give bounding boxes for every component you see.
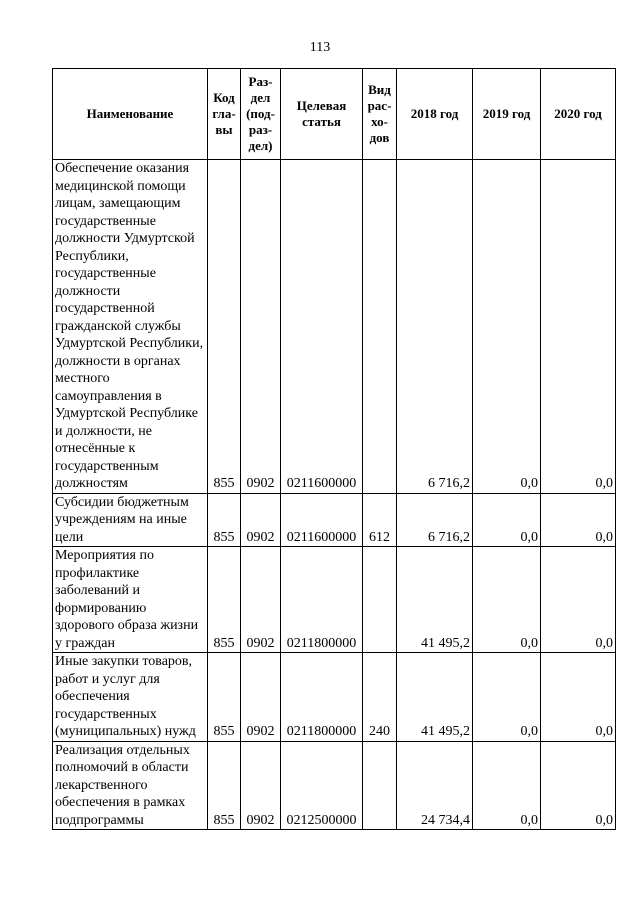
page-number: 113 [309, 40, 331, 55]
row-2020: 0,0 [541, 741, 616, 830]
row-chapter: 855 [208, 160, 241, 494]
row-section: 0902 [241, 493, 281, 547]
header-section: Раз-дел (под-раз-дел) [241, 69, 281, 160]
header-2018: 2018 год [397, 69, 473, 160]
row-target: 0211600000 [281, 493, 363, 547]
table-row [53, 741, 616, 830]
row-2019: 0,0 [473, 653, 541, 742]
header-name: Наименование [53, 69, 208, 160]
table-row [53, 547, 616, 653]
row-2020: 0,0 [541, 493, 616, 547]
row-type [363, 741, 397, 830]
row-2020: 0,0 [541, 547, 616, 653]
row-name: Иные закупки товаров, работ и услуг для обеспечения государственных (муниципальных) нужд [53, 653, 208, 742]
row-target: 0212500000 [281, 741, 363, 830]
row-name: Мероприятия по профилактике заболеваний и формированию здорового образа жизни у граждан [53, 547, 208, 653]
header-target-item: Целевая статья [281, 69, 363, 160]
row-2018: 24 734,4 [397, 741, 473, 830]
row-2018: 41 495,2 [397, 547, 473, 653]
row-2019: 0,0 [473, 547, 541, 653]
row-target: 0211800000 [281, 547, 363, 653]
table-row [53, 493, 616, 547]
row-2019: 0,0 [473, 160, 541, 494]
row-section: 0902 [241, 741, 281, 830]
header-2019: 2019 год [473, 69, 541, 160]
header-2020: 2020 год [541, 69, 616, 160]
table-row [53, 160, 616, 494]
table-row [53, 653, 616, 742]
budget-table [52, 68, 616, 830]
row-2018: 41 495,2 [397, 653, 473, 742]
row-2020: 0,0 [541, 653, 616, 742]
row-2020: 0,0 [541, 160, 616, 494]
row-chapter: 855 [208, 653, 241, 742]
header-expense-type: Вид рас-хо-дов [363, 69, 397, 160]
header-chapter-code: Код гла-вы [208, 69, 241, 160]
row-type: 240 [363, 653, 397, 742]
row-target: 0211600000 [281, 160, 363, 494]
row-type: 612 [363, 493, 397, 547]
row-section: 0902 [241, 547, 281, 653]
row-type [363, 547, 397, 653]
row-chapter: 855 [208, 547, 241, 653]
row-2018: 6 716,2 [397, 493, 473, 547]
row-2018: 6 716,2 [397, 160, 473, 494]
row-2019: 0,0 [473, 493, 541, 547]
row-section: 0902 [241, 653, 281, 742]
row-target: 0211800000 [281, 653, 363, 742]
row-section: 0902 [241, 160, 281, 494]
row-chapter: 855 [208, 493, 241, 547]
row-name: Обеспечение оказания медицинской помощи лицам, замещающим государственные должности Удмуртской Республики, государственные должности государственной гражданской службы Удмуртской Республики, должности в органах местного самоуправления в Удмуртской Республике и должности, не отнесённые к государственным должностям [53, 160, 208, 494]
header-row [53, 69, 616, 160]
row-name: Реализация отдельных полномочий в области лекарственного обеспечения в рамках подпрограммы [53, 741, 208, 830]
row-name: Субсидии бюджетным учреждениям на иные цели [53, 493, 208, 547]
row-type [363, 160, 397, 494]
row-2019: 0,0 [473, 741, 541, 830]
row-chapter: 855 [208, 741, 241, 830]
